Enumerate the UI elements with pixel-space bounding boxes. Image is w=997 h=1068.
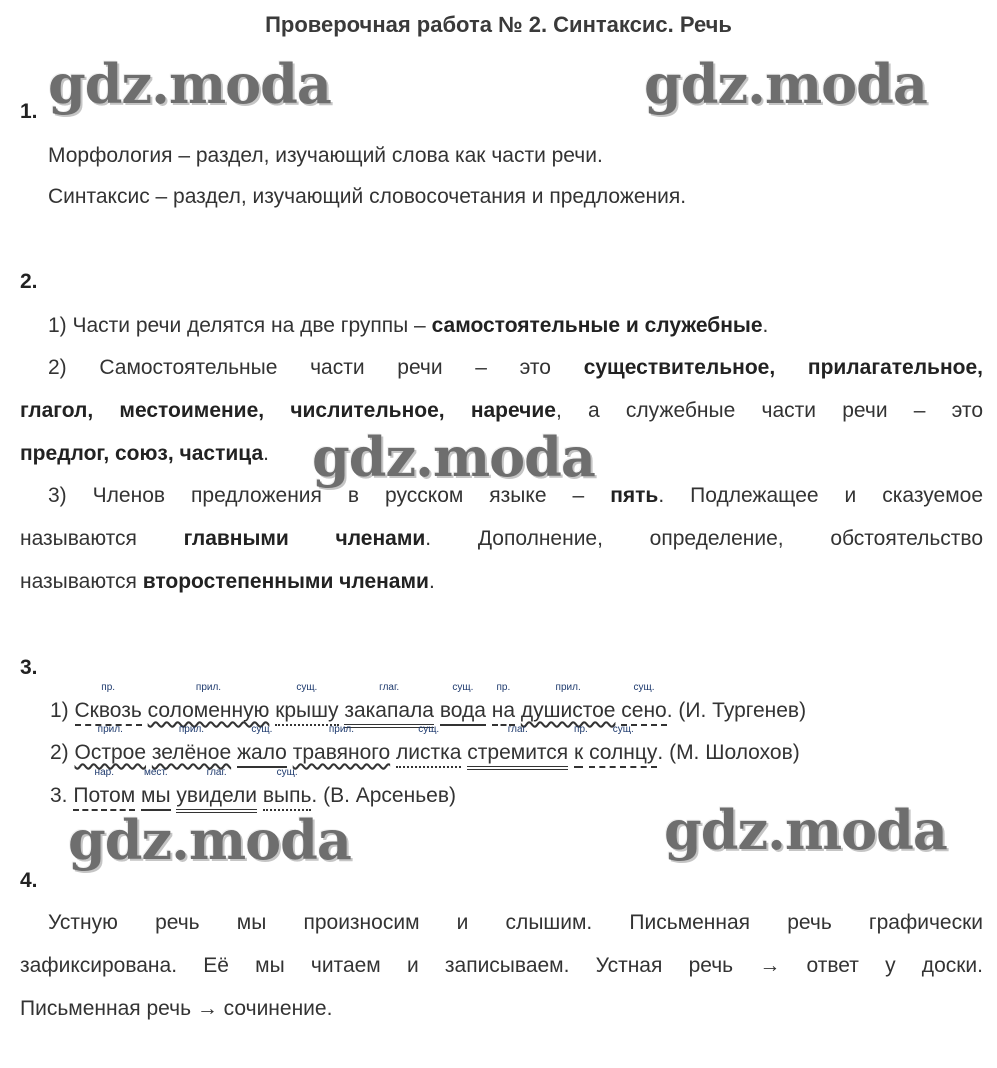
text: 1) Части речи делятся на две группы –	[48, 314, 432, 337]
word-text: Потом	[73, 784, 136, 807]
pos-tag: сущ.	[296, 682, 318, 693]
word-text: увидели	[176, 784, 257, 807]
word-text: сено	[621, 699, 667, 722]
word-text: к	[574, 741, 584, 764]
text-line: зафиксирована. Её мы читаем и записываем. Устная речь → ответ у доски.	[20, 954, 983, 977]
word-text: соломенную	[147, 699, 270, 722]
word	[147, 682, 270, 724]
pos-tag: сущ.	[276, 767, 298, 778]
section-number: 4.	[20, 869, 38, 892]
word	[73, 767, 136, 811]
text: . Дополнение, определение, обстоятельство	[425, 527, 983, 550]
pos-tag: пр.	[574, 724, 588, 735]
analyzed-sentence	[50, 724, 983, 770]
bold-text: пять	[610, 484, 659, 507]
text: . (М. Шолохов)	[657, 741, 800, 764]
pos-tag: пр.	[496, 682, 511, 693]
word	[467, 724, 569, 770]
word	[439, 682, 486, 726]
text: называются	[20, 527, 184, 550]
paragraph-line	[48, 483, 983, 509]
word-text: солнцу	[589, 741, 658, 764]
paragraph-line	[20, 526, 983, 552]
word-text: Сквозь	[74, 699, 142, 722]
word	[151, 724, 232, 766]
pos-tag: нар.	[94, 767, 114, 778]
word-text: стремится	[467, 741, 569, 764]
pos-tag: пр.	[101, 682, 116, 693]
text: 1)	[50, 699, 75, 722]
pos-tag: прил.	[97, 724, 123, 735]
word-text: вода	[439, 699, 486, 722]
text: 3.	[50, 784, 74, 807]
text: 2) Самостоятельные части речи – это	[48, 356, 584, 379]
paragraph-line	[48, 355, 983, 381]
bold-text: самостоятельные и служебные	[431, 314, 763, 337]
section-number: 3.	[20, 656, 38, 679]
word	[74, 682, 142, 726]
word	[292, 724, 391, 766]
watermark: gdz.moda	[664, 798, 947, 862]
word-text: выпь	[262, 784, 312, 807]
word	[275, 682, 339, 726]
paragraph-line	[20, 441, 983, 467]
word-text: душистое	[520, 699, 616, 722]
text: .	[762, 314, 769, 337]
pos-tag: сущ.	[612, 724, 634, 735]
bold-text: главными членами	[183, 527, 426, 550]
pos-tag: мест.	[143, 767, 168, 778]
word	[491, 682, 516, 726]
word-text: на	[491, 699, 516, 722]
text: 3) Членов предложения в русском языке –	[48, 484, 611, 507]
text: . (И. Тургенев)	[666, 699, 807, 722]
paragraph-line	[20, 398, 983, 424]
word	[574, 724, 588, 768]
paragraph-line	[20, 569, 983, 595]
text: , а служебные части речи – это	[555, 399, 983, 422]
pos-tag: глаг.	[507, 724, 528, 735]
watermark: gdz.moda	[644, 52, 927, 116]
pos-tag: прил.	[328, 724, 355, 735]
text-line: Устную речь мы произносим и слышим. Письменная речь графически	[48, 911, 983, 934]
watermark: gdz.moda	[48, 52, 331, 116]
word	[176, 767, 257, 813]
word	[589, 724, 658, 768]
text: .	[263, 442, 269, 465]
text: называются	[20, 570, 143, 593]
word-text: зелёное	[151, 741, 232, 764]
text-line: Письменная речь → сочинение.	[20, 997, 333, 1020]
text-line: Синтаксис – раздел, изучающий словосочетания и предложения.	[48, 185, 687, 208]
analyzed-sentence	[50, 767, 983, 813]
text: 2)	[50, 741, 75, 764]
pos-tag: прил.	[555, 682, 581, 693]
pos-tag: сущ.	[251, 724, 273, 735]
text: . (В. Арсеньев)	[311, 784, 456, 807]
bold-text: второстепенными членами	[142, 570, 429, 593]
pos-tag: сущ.	[633, 682, 655, 693]
bold-text: глагол, местоимение, числительное, наречие	[20, 399, 556, 422]
word-text: крышу	[275, 699, 339, 722]
pos-tag: прил.	[195, 682, 222, 693]
pos-tag: сущ.	[452, 682, 474, 693]
page-title: Проверочная работа № 2. Синтаксис. Речь	[265, 12, 732, 37]
word-text: листка	[396, 741, 462, 764]
word	[262, 767, 312, 811]
text: . Подлежащее и сказуемое	[658, 484, 983, 507]
watermark: gdz.moda	[312, 425, 595, 489]
word-text: Острое	[74, 741, 147, 764]
word-text: закапала	[344, 699, 434, 722]
section-number: 1.	[20, 100, 38, 123]
watermark: gdz.moda	[68, 808, 351, 872]
section-number: 2.	[20, 270, 38, 293]
word	[236, 724, 287, 768]
word	[520, 682, 616, 724]
bold-text: предлог, союз, частица	[20, 442, 264, 465]
text-line: Морфология – раздел, изучающий слова как части речи.	[48, 144, 603, 167]
word	[74, 724, 147, 766]
pos-tag: сущ.	[418, 724, 440, 735]
word	[396, 724, 462, 768]
word	[141, 767, 171, 811]
pos-tag: прил.	[178, 724, 205, 735]
word-text: травяного	[292, 741, 391, 764]
text: .	[428, 570, 435, 593]
pos-tag: глаг.	[379, 682, 400, 693]
pos-tag: глаг.	[206, 767, 227, 778]
word-text: мы	[141, 784, 171, 807]
word	[621, 682, 667, 726]
bold-text: существительное, прилагательное,	[583, 356, 983, 379]
paragraph-line	[48, 313, 983, 339]
word-text: жало	[236, 741, 287, 764]
